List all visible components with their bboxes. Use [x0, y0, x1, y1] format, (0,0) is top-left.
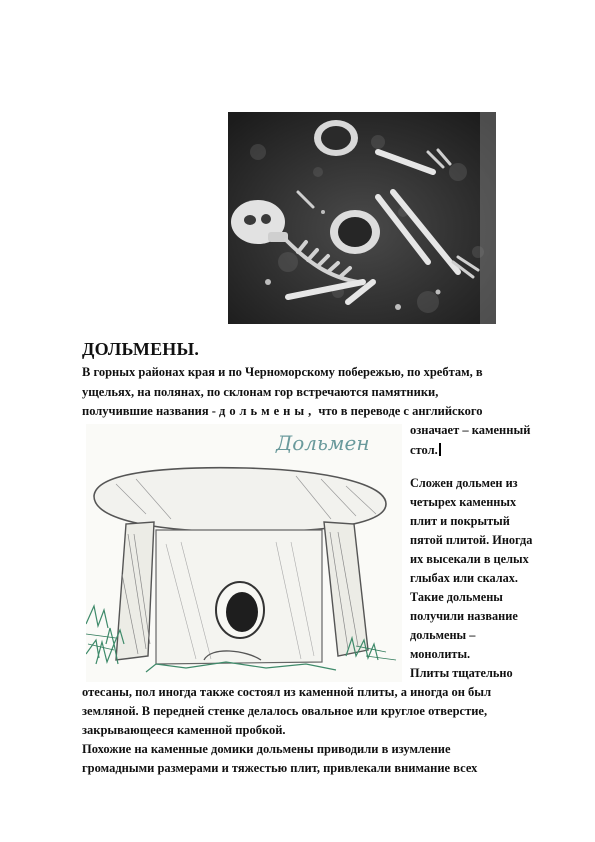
burial-photo-image [228, 112, 496, 324]
intro-line-1: В горных районах края и по Черноморскому побережью, по хребтам, в [82, 365, 483, 379]
intro-line-3-suffix: что в переводе с английского [315, 404, 483, 418]
body-line: Похожие на каменные домики дольмены приводили в изумление [82, 742, 451, 756]
dolmen-sketch-image [86, 424, 402, 682]
right-line: глыбах или скалах. [410, 571, 519, 585]
text-cursor [439, 443, 441, 456]
right-line: их высекали в целых [410, 552, 529, 566]
right-line: пятой плитой. Иногда [410, 533, 533, 547]
intro-line-3-prefix: получившие названия - [82, 404, 220, 418]
body-line: земляной. В передней стенке делалось овальное или круглое отверстие, [82, 704, 488, 718]
right-line: дольмены – [410, 628, 476, 642]
burial-photo [228, 112, 496, 324]
sketch-caption: Дольмен [276, 431, 370, 455]
intro-line-4: означает – каменный [410, 423, 531, 437]
intro-line-5-text: стол. [410, 443, 438, 457]
right-line: монолиты. [410, 647, 471, 661]
right-line: Такие дольмены [410, 590, 503, 604]
body-line: громадными размерами и тяжестью плит, привлекали внимание всех [82, 761, 478, 775]
page-title: ДОЛЬМЕНЫ. [82, 339, 200, 359]
right-line: Плиты тщательно [410, 666, 513, 680]
dolmen-sketch [86, 424, 402, 682]
body-line: отесаны, пол иногда также состоял из каменной плиты, а иногда он был [82, 685, 492, 699]
right-line: плит и покрытый [410, 514, 510, 528]
right-line: четырех каменных [410, 495, 517, 509]
right-line: получили название [410, 609, 518, 623]
intro-line-2: ущельях, на полянах, по склонам гор встречаются памятники, [82, 385, 439, 399]
body-line: закрывающееся каменной пробкой. [82, 723, 286, 737]
right-line: Сложен дольмен из [410, 476, 518, 490]
intro-line-3 [82, 404, 482, 419]
intro-term-dolmens: дольмены, [219, 404, 316, 418]
intro-line-5 [410, 443, 441, 458]
